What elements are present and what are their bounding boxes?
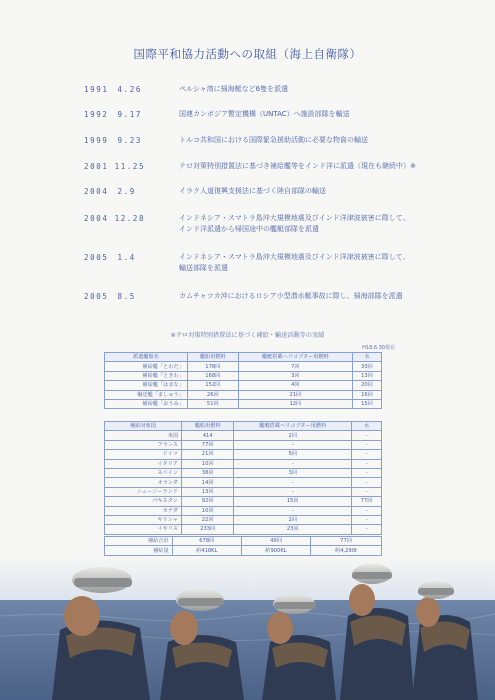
- table-cell: 77回: [181, 440, 233, 449]
- column-header: 艦艇搭載ヘリコプター用燃料: [238, 353, 352, 362]
- table-cell: 補給合計: [105, 537, 173, 546]
- timeline-line: トルコ共和国における国際緊急援助活動に必要な物資の輸送: [179, 136, 368, 144]
- table-row: [105, 399, 382, 408]
- table-cell: -: [352, 515, 382, 524]
- timeline-date: 2005 1.4: [84, 253, 136, 262]
- timeline-line: ペルシャ湾に掃海艇など6隻を派遣: [179, 85, 289, 93]
- timeline-text: [179, 109, 479, 120]
- timeline-text: [179, 186, 479, 197]
- table-cell: 15回: [352, 399, 381, 408]
- column-header: 艦艇搭載ヘリコプター用燃料: [234, 422, 352, 431]
- table-row: [105, 371, 382, 380]
- timeline-line: インドネシア・スマトラ島沖大規模地震及びインド洋津波被害に際して、: [179, 214, 410, 222]
- timeline-date: 1999 9.23: [84, 136, 143, 145]
- table-cell: 26回: [187, 390, 238, 399]
- table-cell: 10回: [181, 459, 233, 468]
- sailors-illustration: [0, 556, 495, 700]
- table-cell: 14回: [181, 478, 233, 487]
- table-cell: 152回: [187, 381, 238, 390]
- totals-table: [104, 536, 382, 556]
- table-cell: 414: [181, 431, 233, 440]
- table-cell: 補給艦「おうみ」: [105, 399, 188, 408]
- table-cell: 約900KL: [241, 546, 310, 555]
- column-header: 艦船用燃料: [187, 353, 238, 362]
- table-header-row: [105, 353, 382, 362]
- table-cell: ギリシャ: [105, 515, 182, 524]
- table-cell: -: [234, 487, 352, 496]
- table-row: [105, 546, 382, 555]
- table-cell: 補給艦「はまな」: [105, 381, 188, 390]
- table-cell: -: [352, 459, 382, 468]
- table-cell: 13回: [352, 371, 381, 380]
- timeline-text: [179, 252, 479, 274]
- timeline-line: 国連カンボジア暫定機構（UNTAC）へ施設部隊を輸送: [179, 110, 350, 118]
- table-cell: イタリア: [105, 459, 182, 468]
- timeline-text: [179, 213, 479, 235]
- column-header: 補給対象国: [105, 422, 182, 431]
- table-row: [105, 390, 382, 399]
- table-row: [105, 468, 382, 477]
- table-cell: -: [352, 487, 382, 496]
- table-row: [105, 515, 382, 524]
- table-cell: 20回: [352, 381, 381, 390]
- timeline-line: イラク人道復興支援法に基づく陸自部隊の輸送: [179, 187, 326, 195]
- timeline-text: [179, 161, 479, 172]
- table-cell: 33回: [352, 362, 381, 371]
- table-cell: 補給艦「とわだ」: [105, 362, 188, 371]
- table-cell: スペイン: [105, 468, 182, 477]
- table-cell: カナダ: [105, 506, 182, 515]
- column-header: 派遣艦船名: [105, 353, 188, 362]
- table-header-row: [105, 422, 382, 431]
- table-cell: -: [352, 450, 382, 459]
- table-row: [105, 459, 382, 468]
- table-cell: 49回: [241, 537, 310, 546]
- table-cell: 16回: [352, 390, 381, 399]
- timeline-date: 2004 12.28: [84, 214, 146, 223]
- table-cell: 3回: [238, 371, 352, 380]
- timeline-date: 1991 4.26: [84, 85, 143, 94]
- table-row: [105, 525, 382, 534]
- table-cell: 10回: [181, 506, 233, 515]
- table-cell: 21回: [181, 450, 233, 459]
- table-cell: 21回: [238, 390, 352, 399]
- timeline-line: インドネシア・スマトラ島沖大規模地震及びインド洋津波被害に際して、: [179, 253, 410, 261]
- table-cell: 15回: [234, 497, 352, 506]
- table-cell: 2回: [234, 431, 352, 440]
- table-row: [105, 497, 382, 506]
- table-row: [105, 362, 382, 371]
- table-cell: -: [352, 525, 382, 534]
- table-cell: 補給量: [105, 546, 173, 555]
- table-cell: ドイツ: [105, 450, 182, 459]
- timeline-line: カムチャツカ沖におけるロシア小型潜水艇事故に際し、掃海部隊を派遣: [179, 292, 403, 300]
- country-supply-table: [104, 421, 382, 535]
- timeline-date: 2004 2.9: [84, 187, 136, 196]
- column-header: 水: [352, 353, 381, 362]
- table-cell: -: [352, 478, 382, 487]
- table-cell: 3回: [234, 468, 352, 477]
- sailors-photo: [0, 556, 495, 700]
- table-cell: -: [234, 506, 352, 515]
- table-cell: 77回: [352, 497, 382, 506]
- table-cell: 7回: [238, 362, 352, 371]
- timeline-text: [179, 135, 479, 146]
- table-cell: -: [352, 440, 382, 449]
- table-cell: オランダ: [105, 478, 182, 487]
- timeline-date: 2001 11.25: [84, 162, 146, 171]
- table-row: [105, 450, 382, 459]
- timeline-line: テロ対策特別措置法に基づき補給艦等をインド洋に派遣（現在も継続中）※: [179, 162, 416, 170]
- table-cell: 約418KL: [172, 546, 241, 555]
- timeline-text: [179, 84, 479, 95]
- table-cell: パキスタン: [105, 497, 182, 506]
- table-row: [105, 537, 382, 546]
- table-cell: 38回: [181, 468, 233, 477]
- table-cell: -: [234, 459, 352, 468]
- timeline-date: 2005 8.5: [84, 292, 136, 301]
- table-cell: 米国: [105, 431, 182, 440]
- table-cell: 5回: [234, 450, 352, 459]
- page-title: 国際平和協力活動への取組（海上自衛隊）: [133, 47, 362, 61]
- table-cell: 23回: [234, 525, 352, 534]
- table-cell: フランス: [105, 440, 182, 449]
- ship-supply-table: [104, 352, 382, 409]
- table-cell: 77回: [311, 537, 382, 546]
- table-caption: ※テロ対策特別措置法に基づく補給・輸送活動等の実績: [170, 332, 325, 339]
- table-row: [105, 478, 382, 487]
- table-row: [105, 440, 382, 449]
- table-cell: -: [234, 440, 352, 449]
- table-cell: -: [352, 431, 382, 440]
- table-cell: -: [234, 478, 352, 487]
- table-cell: 輸送艦「ましゅう」: [105, 390, 188, 399]
- table-cell: 233回: [181, 525, 233, 534]
- table-cell: 2回: [234, 515, 352, 524]
- table-cell: 12回: [238, 399, 352, 408]
- column-header: 艦船用燃料: [181, 422, 233, 431]
- table-cell: 678回: [172, 537, 241, 546]
- table-cell: 178回: [187, 362, 238, 371]
- table-cell: イギリス: [105, 525, 182, 534]
- table-cell: 4回: [238, 381, 352, 390]
- table-cell: 92回: [181, 497, 233, 506]
- table-cell: 13回: [181, 487, 233, 496]
- table-row: [105, 487, 382, 496]
- timeline-date: 1992 9.17: [84, 110, 143, 119]
- table-cell: -: [352, 506, 382, 515]
- table-cell: 22回: [181, 515, 233, 524]
- timeline-text: [179, 291, 479, 302]
- table-cell: ニュージーランド: [105, 487, 182, 496]
- table-row: [105, 381, 382, 390]
- table-cell: 51回: [187, 399, 238, 408]
- table-row: [105, 431, 382, 440]
- table-cell: 約4,290t: [311, 546, 382, 555]
- table-row: [105, 506, 382, 515]
- table-cell: 168回: [187, 371, 238, 380]
- table-cell: 補給艦「ときわ」: [105, 371, 188, 380]
- table-date: H18.6.30現在: [362, 345, 395, 351]
- column-header: 水: [352, 422, 382, 431]
- timeline-line: インド洋派遣から帰国途中の艦艇部隊を派遣: [179, 225, 319, 233]
- timeline-line: 輸送部隊を派遣: [179, 264, 228, 272]
- table-cell: -: [352, 468, 382, 477]
